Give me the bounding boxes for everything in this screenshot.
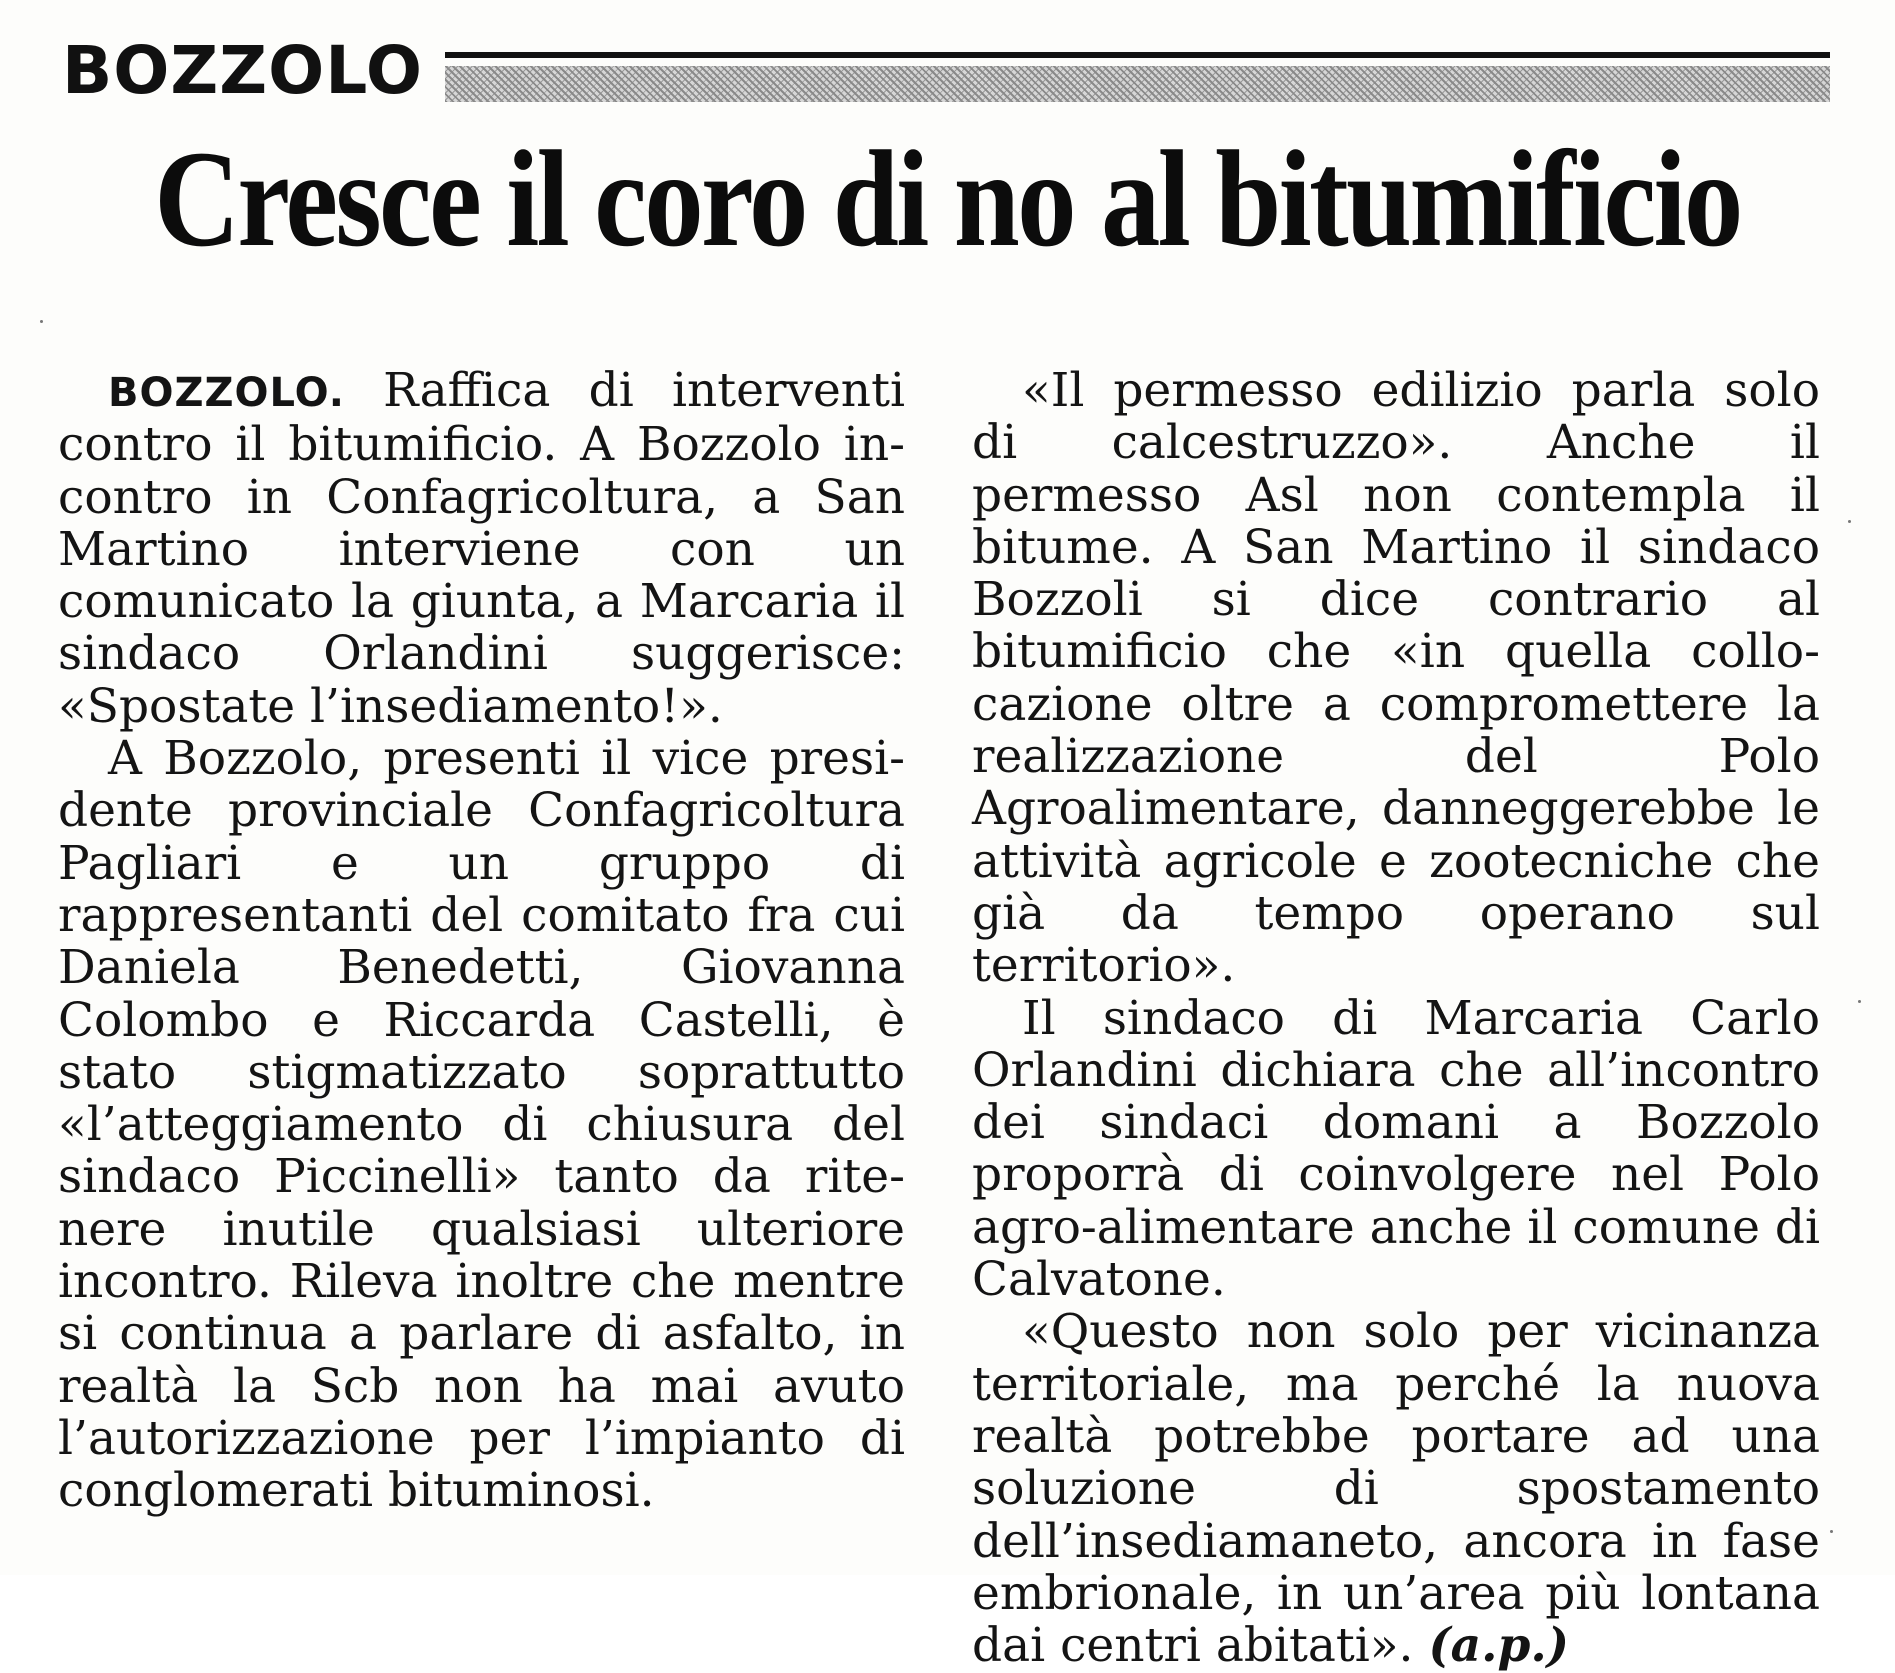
scan-speck — [1848, 520, 1851, 523]
article-column-left — [58, 365, 905, 1518]
paragraph-text: Raffica di interventi contro il bitumificio. A Bozzolo incontro in Confagricoltura, a San Martino interviene con un comunicato la giunta, a Marcaria il sindaco Orlandini suggerisce: «Spostate l’insediamento!». — [58, 363, 905, 734]
paragraph — [58, 365, 905, 733]
article-column-right — [972, 365, 1820, 1672]
paragraph: A Bozzolo, presenti il vice presidente provinciale Confagricoltura Pagliari e un gruppo di rappresentanti del comitato fra cui Daniela Benedetti, Giovanna Colombo e Riccarda Castelli, è stato stigmatizzato soprattutto «l’atteggiamento di chiusura del sindaco Piccinelli» tanto da ritenere inutile qualsiasi ulteriore incontro. Rileva inoltre che mentre si continua a parlare di asfalto, in realtà la Scb non ha mai avuto l’autorizzazione per l’impianto di conglomerati bituminosi. — [58, 731, 905, 1519]
paragraph: «Il permesso edilizio parla solo di calcestruzzo». Anche il permesso Asl non contempla il bitume. A San Martino il sindaco Bozzoli si dice contrario al bitumificio che «in quella collocazione oltre a compromettere la realizzazione del Polo Agroalimentare, danneggerebbe le attività agricole e zootecniche che già da tempo operano sul territorio». — [972, 363, 1820, 994]
paragraph-text: «Questo non solo per vicinanza territoriale, ma perché la nuova realtà potrebbe portare ad una soluzione di spostamento dell’insediamaneto, ancora in fase embrionale, in un’area più lontana dai centri abitati». — [972, 1304, 1820, 1673]
headline: Cresce il coro di no al bitumificio — [154, 122, 1741, 275]
scan-speck — [40, 320, 43, 323]
paragraph: Il sindaco di Marcaria Carlo Orlandini dichiara che all’incontro dei sindaci domani a Bozzolo proporrà di coinvolgere nel Polo agro-alimentare anche il comune di Calvatone. — [972, 990, 1820, 1308]
section-rule — [445, 52, 1830, 58]
section-rule-band — [445, 66, 1830, 102]
byline: (a.p.) — [1428, 1618, 1569, 1673]
paragraph — [972, 1306, 1820, 1672]
scan-speck — [1830, 1530, 1833, 1533]
scan-speck — [1858, 1000, 1861, 1003]
section-label: BOZZOLO — [62, 32, 424, 109]
dateline: BOZZOLO. — [108, 370, 345, 416]
